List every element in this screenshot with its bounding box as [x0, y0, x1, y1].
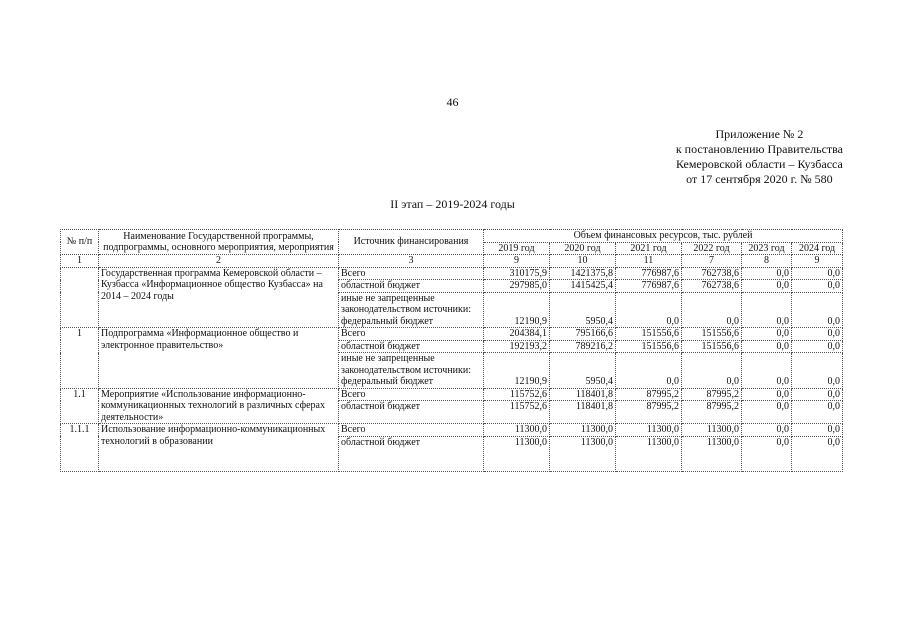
row-name: Мероприятие «Использование информационно-коммуникационных технологий в различных сферах деятельности»	[99, 388, 339, 424]
row-value: 5950,4	[550, 353, 616, 389]
table-row	[61, 388, 843, 401]
row-value: 11300,0	[682, 424, 742, 437]
row-value: 0,0	[792, 280, 843, 293]
row-value: 0,0	[792, 388, 843, 401]
row-num: 1.1.1	[61, 424, 99, 472]
row-value: 11300,0	[616, 424, 682, 437]
row-num: 1	[61, 328, 99, 389]
row-value: 0,0	[742, 401, 792, 424]
appendix-line: к постановлению Правительства	[675, 142, 843, 156]
row-value: 0,0	[742, 292, 792, 328]
row-value: 11300,0	[484, 424, 550, 437]
header-year: 2024 год	[792, 242, 843, 255]
row-value: 0,0	[616, 353, 682, 389]
row-value: 776987,6	[616, 280, 682, 293]
row-num: 1.1	[61, 388, 99, 424]
row-value: 0,0	[742, 280, 792, 293]
row-value: 0,0	[682, 292, 742, 328]
row-value: 11300,0	[682, 436, 742, 471]
row-value: 0,0	[742, 340, 792, 353]
appendix-line: от 17 сентября 2020 г. № 580	[686, 172, 833, 186]
row-value: 151556,6	[616, 340, 682, 353]
row-source: областной бюджет	[339, 401, 484, 424]
row-source: иные не запрещенные законодательством источники: федеральный бюджет	[339, 353, 484, 389]
row-value: 87995,2	[616, 401, 682, 424]
row-value: 115752,6	[484, 388, 550, 401]
row-value: 789216,2	[550, 340, 616, 353]
row-value: 0,0	[742, 424, 792, 437]
row-source: Всего	[339, 328, 484, 341]
row-value: 762738,6	[682, 280, 742, 293]
column-number: 9	[792, 255, 843, 268]
row-value: 11300,0	[550, 424, 616, 437]
row-value: 0,0	[742, 436, 792, 471]
column-numbers-row	[61, 255, 843, 268]
column-number: 9	[484, 255, 550, 268]
row-value: 776987,6	[616, 267, 682, 280]
row-source: областной бюджет	[339, 436, 484, 471]
row-value: 87995,2	[682, 401, 742, 424]
page-number: 46	[446, 95, 459, 109]
row-value: 0,0	[792, 267, 843, 280]
row-source: Всего	[339, 267, 484, 280]
row-value: 192193,2	[484, 340, 550, 353]
table-row	[61, 424, 843, 437]
header-year: 2022 год	[682, 242, 742, 255]
row-value: 0,0	[792, 292, 843, 328]
stage-title: II этап – 2019-2024 годы	[390, 197, 515, 211]
column-number: 1	[61, 255, 99, 268]
row-value: 0,0	[742, 353, 792, 389]
row-value: 0,0	[792, 436, 843, 471]
row-name: Использование информационно-коммуникационных технологий в образовании	[99, 424, 339, 472]
header-volume: Объем финансовых ресурсов, тыс. рублей	[484, 230, 843, 243]
column-number: 7	[682, 255, 742, 268]
column-number: 2	[99, 255, 339, 268]
row-value: 0,0	[742, 388, 792, 401]
row-value: 11300,0	[616, 436, 682, 471]
row-value: 151556,6	[616, 328, 682, 341]
column-number: 8	[742, 255, 792, 268]
row-source: Всего	[339, 424, 484, 437]
row-value: 0,0	[792, 401, 843, 424]
row-value: 118401,8	[550, 401, 616, 424]
header-name: Наименование Государственной программы, подпрограммы, основного мероприятия, мероприятия	[99, 230, 339, 255]
row-value: 87995,2	[616, 388, 682, 401]
row-source: областной бюджет	[339, 280, 484, 293]
row-value: 0,0	[792, 328, 843, 341]
row-value: 0,0	[682, 353, 742, 389]
row-value: 11300,0	[484, 436, 550, 471]
header-year: 2020 год	[550, 242, 616, 255]
column-number: 11	[616, 255, 682, 268]
column-number: 3	[339, 255, 484, 268]
row-value: 0,0	[792, 340, 843, 353]
header-year: 2023 год	[742, 242, 792, 255]
financing-table	[60, 229, 843, 472]
appendix-line: Приложение № 2	[715, 127, 804, 141]
column-number: 10	[550, 255, 616, 268]
row-value: 310175,9	[484, 267, 550, 280]
row-value: 297985,0	[484, 280, 550, 293]
row-value: 11300,0	[550, 436, 616, 471]
row-num	[61, 267, 99, 328]
row-value: 0,0	[616, 292, 682, 328]
appendix-block	[676, 127, 843, 187]
row-value: 795166,6	[550, 328, 616, 341]
row-value: 762738,6	[682, 267, 742, 280]
appendix-line: Кемеровской области – Кузбасса	[675, 157, 843, 171]
header-num: № п/п	[61, 230, 99, 255]
row-value: 118401,8	[550, 388, 616, 401]
row-value: 87995,2	[682, 388, 742, 401]
row-value: 0,0	[792, 353, 843, 389]
row-value: 12190,9	[484, 292, 550, 328]
row-name: Государственная программа Кемеровской области – Кузбасса «Информационное общество Кузбасса» на 2014 – 2024 годы	[99, 267, 339, 328]
header-row	[61, 230, 843, 243]
table-row	[61, 267, 843, 280]
row-value: 115752,6	[484, 401, 550, 424]
row-value: 1421375,8	[550, 267, 616, 280]
row-value: 151556,6	[682, 340, 742, 353]
row-value: 151556,6	[682, 328, 742, 341]
row-value: 1415425,4	[550, 280, 616, 293]
row-value: 204384,1	[484, 328, 550, 341]
row-value: 5950,4	[550, 292, 616, 328]
row-source: областной бюджет	[339, 340, 484, 353]
row-value: 0,0	[792, 424, 843, 437]
row-value: 12190,9	[484, 353, 550, 389]
row-value: 0,0	[742, 267, 792, 280]
table-row	[61, 328, 843, 341]
header-year: 2021 год	[616, 242, 682, 255]
row-name: Подпрограмма «Информационное общество и электронное правительство»	[99, 328, 339, 389]
row-source: иные не запрещенные законодательством источники: федеральный бюджет	[339, 292, 484, 328]
row-source: Всего	[339, 388, 484, 401]
header-source: Источник финансирования	[339, 230, 484, 255]
row-value: 0,0	[742, 328, 792, 341]
header-year: 2019 год	[484, 242, 550, 255]
